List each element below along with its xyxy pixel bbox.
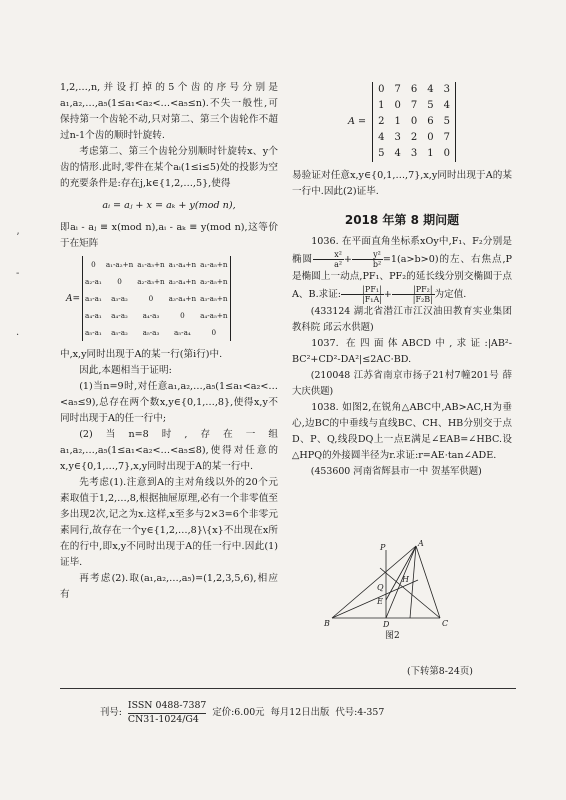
matrix-cell: 7 [394,84,401,95]
margin-mark: ʼ [16,232,20,243]
matrix-cell: a₂-a₁ [83,273,104,290]
distribution-code: 代号:4-357 [335,707,385,718]
matrix-cell: 1 [394,116,401,127]
problem-1038: 1038. 如图2,在锐角△ABC中,AB>AC,H为垂心,边BC的中垂线与直线BC、CH、HB分别交于点D、P、Q,线段DQ上一点E满足∠EAB=∠HBC.设△HPQ的外接圆半径为r.求证:r=AE·tan∠ADE. [292,402,512,461]
matrix-cell: 2 [410,132,418,143]
problem-1037: 1037. 在四面体ABCD中,求证:|AB²-BC²+CD²-DA²|≤2AC·BD. [292,338,512,365]
matrix-cell: 4 [443,100,450,111]
footer-divider [60,688,516,689]
publication-numbers [128,700,206,726]
matrix-cell: 5 [378,148,385,159]
matrix-cell: a₂-a₃+n [137,276,165,286]
publication-schedule: 每月12日出版 [270,707,330,718]
matrix-cell: a₁-a₂+n [105,259,134,269]
matrix-cell: 4 [427,84,434,95]
matrix-cell: a₅-a₂ [111,327,128,337]
fraction-denominator: a² [334,260,343,269]
label-q: Q [377,583,384,592]
matrix-cell: a₁-a₄+n [168,259,197,269]
fraction [341,285,384,304]
margin-mark: · [16,330,20,341]
fraction [313,250,344,269]
proof-part-1: 先考虑(1).注意到A的主对角线以外的20个元素取值于1,2,…,8,根据抽屉原理,必有一个非零值至多出现2次,记之为x.这样,x至多与2×3=6个非零元素同行,故存在一个y∈{1,2,…,8}\{x}不出现在x所在的行中,即x,y不同时出现于A的任一行中.因此(1)证毕. [60,477,278,568]
matrix-cell: a₄-a₃ [142,310,160,320]
fraction-numerator: y² [352,250,383,260]
section-heading: 2018 年第 8 期问题 [344,213,460,227]
matrix-cell: 4 [378,132,385,143]
matrix-cell: 1 [427,148,434,159]
footer [100,700,384,726]
label-e: E [377,597,383,606]
matrix-cell: 3 [410,148,418,159]
fraction-numerator: |PF₁| [341,285,384,295]
congruence-equation: aᵢ = aⱼ + x = aₖ + y(mod n), [102,200,236,211]
matrix-cell: a₁-a₅+n [198,256,230,273]
altitude-from-a [410,546,416,618]
matrix-cell: 7 [410,100,418,111]
left-paragraph-1: 1,2,…,n,并设打掉的5个齿的序号分别是a₁,a₂,…,a₅(1≤a₁<a₂<…<a₅≤n).不失一般性,可保持第一个齿轮不动,只对第二、第三个齿轮作不超过n-1个齿的顺时针旋转. [60,82,278,141]
label-b: B [324,619,330,628]
fraction-numerator: |PF₂| [392,285,435,295]
matrix-cell: 3 [394,132,401,143]
label-c: C [442,619,449,628]
matrix-cell: a₄-a₁ [83,307,104,324]
claim-2: (2)当n=8时,存在一组a₁,a₂,…,a₅(1≤a₁<a₂<…<a₅≤8),使得对任意的x,y∈{0,1,…,7},x,y同时出现于A的某一行中. [60,429,278,472]
fraction-denominator: b² [372,260,382,269]
label-p: P [380,543,386,552]
segment-ad [386,546,416,618]
left-column [60,80,278,603]
matrix-label: A = [348,116,367,127]
fraction-denominator: |F₁A| [362,295,382,304]
matrix-cell: a₃-a₁ [83,290,104,307]
matrix-cell: 2 [378,116,385,127]
matrix-cell: a₄-a₅+n [198,307,230,324]
matrix-cell: 0 [410,116,418,127]
matrix-cell: a₂-a₅+n [198,273,230,290]
matrix-cell: 6 [410,84,418,95]
segment-bh [332,580,418,618]
matrix-cell: a₃-a₂ [111,293,128,303]
matrix-cell: 0 [378,84,385,95]
right-paragraph-1: 易验证对任意x,y∈{0,1,…,7},x,y同时出现于A的某一行中.因此(2)证毕. [292,170,512,197]
matrix-cell: a₅-a₁ [83,324,104,341]
matrix-cell: a₅-a₃ [142,327,160,337]
segment-ae [386,546,416,600]
matrix-cell: a₂-a₄+n [168,276,197,286]
matrix-cell: 3 [443,84,450,95]
matrix-cell: a₃-a₄+n [168,293,197,303]
issn: ISSN 0488-7387 [128,700,206,714]
continued-note: (下转第8-24页) [407,666,473,677]
matrix-cell: 0 [427,132,434,143]
matrix-cell: 0 [117,276,122,286]
matrix-cell: a₁-a₃+n [137,259,165,269]
plus-sign: + [343,254,352,265]
problem-1038-source: (453600 河南省辉县市一中 贺基军供题) [310,466,482,477]
matrix-cell: a₄-a₂ [111,310,128,320]
matrix-cell: 0 [180,310,185,320]
matrix-cell: 0 [198,324,230,341]
problem-text: 为定值. [434,289,467,300]
matrix-cell: 0 [394,100,401,111]
left-paragraph-4: 中,x,y同时出现于A的某一行(第i行)中. [60,349,223,360]
matrix-a-numeric [292,82,512,162]
matrix-cell: 1 [378,100,385,111]
problem-text: =1(a>b>0)的左、右焦点,P是椭圆上一动点,PF₁、PF₂的延长线分别交椭圆于点A、B.求证: [292,254,512,300]
fraction [392,285,435,304]
problem-1036-source: (433124 湖北省潜江市江汉油田教育实业集团教科院 邱云水供题) [292,306,512,333]
matrix-cell: 4 [394,148,401,159]
problem-text: 1036. 在平面直角坐标系xOy中,F₁、F₂分别是椭圆 [292,236,512,265]
label-a: A [418,539,424,548]
matrix-label: A= [66,293,81,304]
fraction [352,250,383,269]
matrix-cell: 5 [427,100,434,111]
label-h: H [402,575,409,584]
figure-caption: 图2 [385,631,400,641]
left-paragraph-2: 考虑第二、第三个齿轮分别顺时针旋转x、y个齿的情形.此时,零件在某个aᵢ(1≤i≤5)处的投影为空的充要条件是:存在j,k∈{1,2,…,5},使得 [60,146,278,189]
proof-part-2: 再考虑(2).取(a₁,a₂,…,a₅)=(1,2,3,5,6),相应有 [60,573,278,600]
left-paragraph-3: 即aᵢ - aⱼ ≡ x(mod n),aᵢ - aₖ ≡ y(mod n),这等价于在矩阵 [60,222,278,249]
claim-1: (1)当n=9时,对任意a₁,a₂,…,a₅(1≤a₁<a₂<…<a₅≤9),总存在两个数x,y∈{0,1,…,8},使得x,y不同时出现于A的任一行中; [60,381,278,424]
geometry-figure [322,538,452,628]
fraction-numerator: x² [313,250,344,260]
matrix-cell: 5 [443,116,450,127]
matrix-cell: a₅-a₄ [173,327,191,337]
price: 定价:6.00元 [212,707,265,718]
matrix-cell: 0 [148,293,154,303]
segment-ac [416,546,440,618]
footer-label: 刊号: [100,707,122,718]
label-d: D [383,620,390,628]
matrix-a-general [60,256,278,341]
margin-mark: - [16,268,20,279]
matrix-cell: 0 [83,256,104,273]
problem-1037-source: (210048 江苏省南京市扬子21村7幢201号 薛大庆供题) [292,370,512,397]
matrix-cell: 7 [443,132,450,143]
cn-number: CN31-1024/G4 [127,714,199,725]
right-column [292,80,512,480]
matrix-cell: 6 [427,116,434,127]
matrix-cell: 0 [443,148,450,159]
problem-1036: 1036. 在平面直角坐标系xOy中,F₁、F₂分别是椭圆 $\frac{\text{x²}}{\text{a²}}$ + $\frac{\text{y²}}{\text{b²}}$ =1(a>b>0)的左、右焦点,P是椭圆上一动点,PF₁、PF₂的延长线分别交椭圆于点A、B.求证: $\frac{\text{|PF₁|}}{\text{|F₁A|}}$ + $\frac{\text{|PF₂|}}{\text{|F₂B|}}$ 为定值. [292,236,512,304]
matrix-cell: a₃-a₅+n [198,290,230,307]
left-paragraph-5: 因此,本题相当于证明: [79,365,172,376]
fraction-denominator: |F₂B| [412,295,433,304]
